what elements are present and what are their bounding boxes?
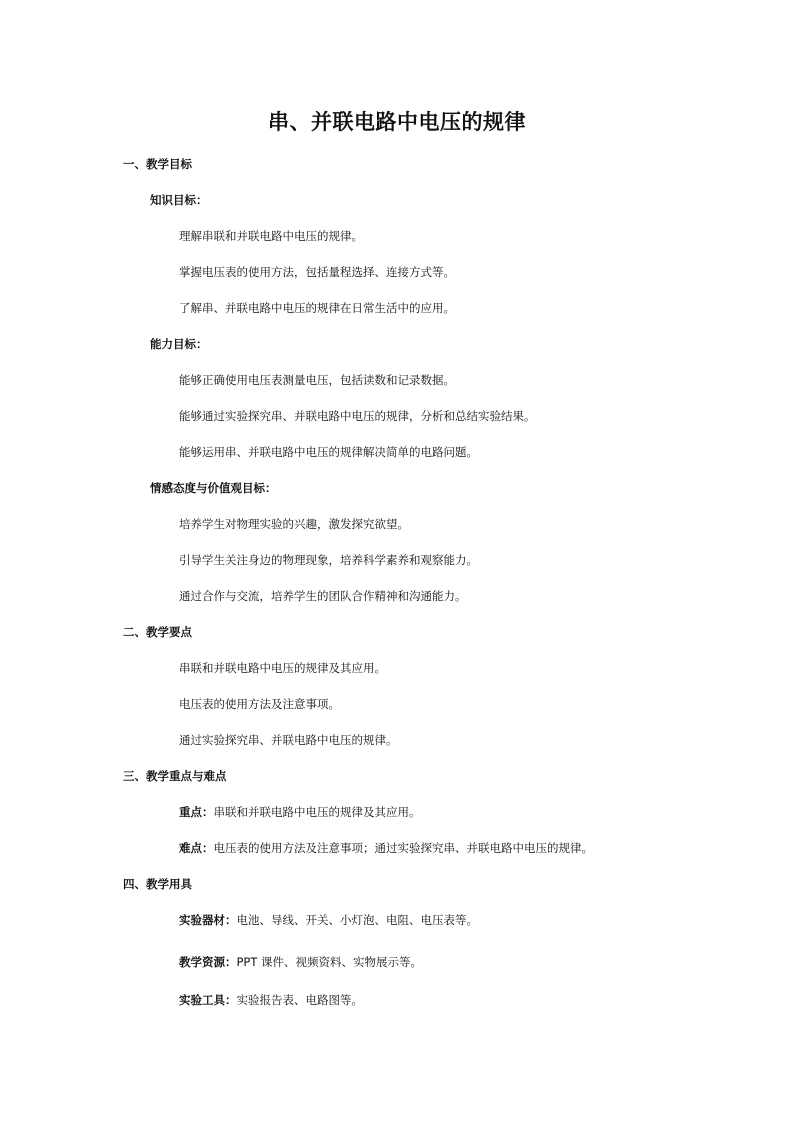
ability-item: 能够通过实验探究串、并联电路中电压的规律，分析和总结实验结果。 xyxy=(179,409,536,423)
focus-label: 重点： xyxy=(179,805,214,819)
knowledge-item: 理解串联和并联电路中电压的规律。 xyxy=(179,229,363,243)
section-heading-tools: 四、教学用具 xyxy=(123,877,192,891)
resources-label: 教学资源： xyxy=(179,955,237,969)
section-heading-key-points: 二、教学要点 xyxy=(123,625,192,639)
knowledge-item: 掌握电压表的使用方法，包括量程选择、连接方式等。 xyxy=(179,265,455,279)
ability-item: 能够运用串、并联电路中电压的规律解决简单的电路问题。 xyxy=(179,445,478,459)
equipment-item xyxy=(179,912,478,928)
emotion-item: 培养学生对物理实验的兴趣，激发探究欲望。 xyxy=(179,517,409,531)
subheading-knowledge: 知识目标： xyxy=(150,193,208,207)
focus-item xyxy=(179,804,421,820)
instruments-item xyxy=(179,992,363,1008)
section-heading-focus: 三、教学重点与难点 xyxy=(123,769,227,783)
section-heading-objectives: 一、教学目标 xyxy=(123,157,192,171)
resources-item xyxy=(179,954,422,970)
difficulty-label: 难点： xyxy=(179,841,214,855)
key-point-item: 电压表的使用方法及注意事项。 xyxy=(179,697,340,711)
instruments-label: 实验工具： xyxy=(179,993,237,1007)
emotion-item: 通过合作与交流，培养学生的团队合作精神和沟通能力。 xyxy=(179,589,467,603)
instruments-text: 实验报告表、电路图等。 xyxy=(236,993,363,1007)
subheading-ability: 能力目标： xyxy=(150,337,208,351)
equipment-text: 电池、导线、开关、小灯泡、电阻、电压表等。 xyxy=(236,913,478,927)
focus-text: 串联和并联电路中电压的规律及其应用。 xyxy=(213,805,421,819)
document-title: 串、并联电路中电压的规律 xyxy=(268,110,526,134)
subheading-emotion: 情感态度与价值观目标： xyxy=(150,481,277,495)
resources-text: PPT 课件、视频资料、实物展示等。 xyxy=(236,955,423,969)
key-point-item: 串联和并联电路中电压的规律及其应用。 xyxy=(179,661,386,675)
difficulty-item xyxy=(179,840,593,856)
key-point-item: 通过实验探究串、并联电路中电压的规律。 xyxy=(179,733,398,747)
difficulty-text: 电压表的使用方法及注意事项；通过实验探究串、并联电路中电压的规律。 xyxy=(213,841,593,855)
equipment-label: 实验器材： xyxy=(179,913,237,927)
ability-item: 能够正确使用电压表测量电压，包括读数和记录数据。 xyxy=(179,373,455,387)
knowledge-item: 了解串、并联电路中电压的规律在日常生活中的应用。 xyxy=(179,301,455,315)
emotion-item: 引导学生关注身边的物理现象，培养科学素养和观察能力。 xyxy=(179,553,478,567)
